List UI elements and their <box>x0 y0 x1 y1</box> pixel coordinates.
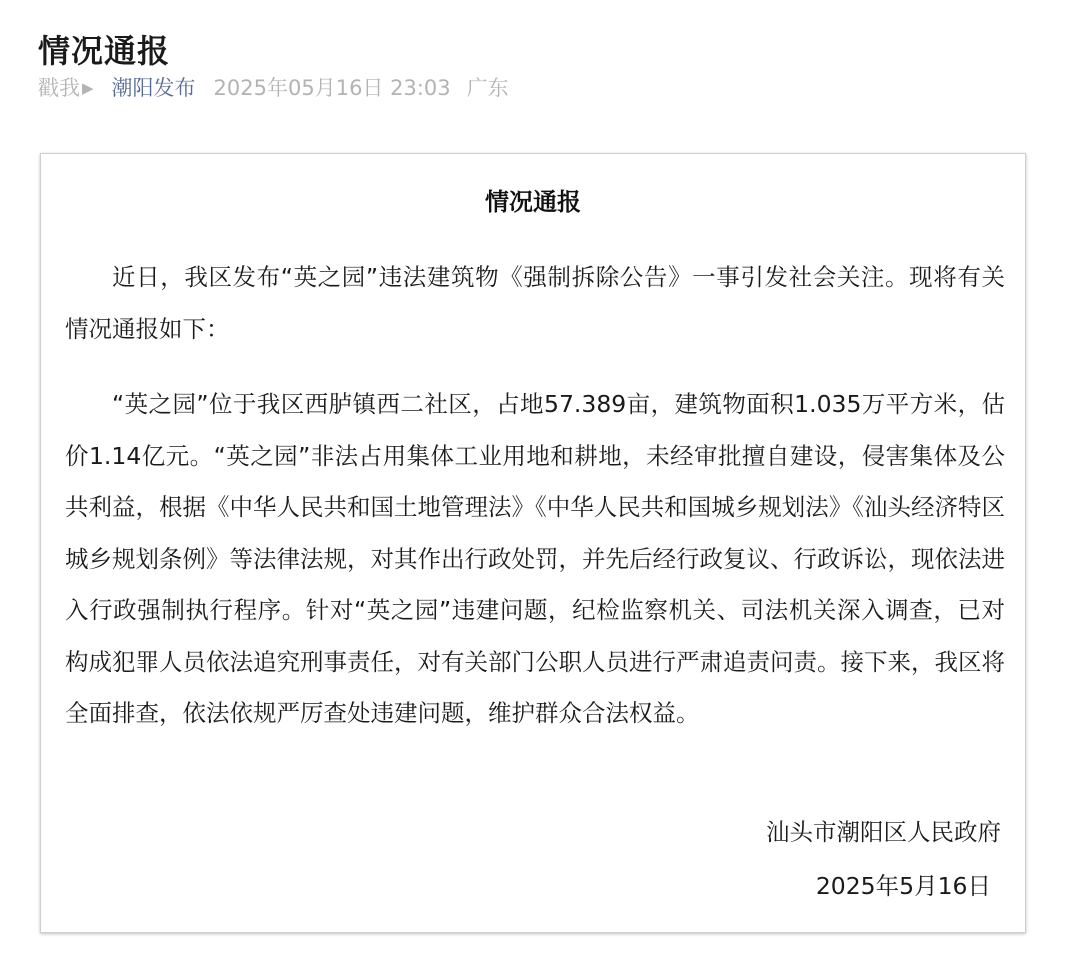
article-meta <box>38 72 509 104</box>
notice-paragraph: “英之园”位于我区西胪镇西二社区，占地57.389亩，建筑物面积1.035万平方米，估价1.14亿元。“英之园”非法占用集体工业用地和耕地，未经审批擅自建设，侵害集体及公共利益，根据《中华人民共和国土地管理法》《中华人民共和国城乡规划法》《汕头经济特区城乡规划条例》等法律法规，对其作出行政处罚，并先后经行政复议、行政诉讼，现依法进入行政强制执行程序。针对“英之园”违建问题，纪检监察机关、司法机关深入调查，已对构成犯罪人员依法追究刑事责任，对有关部门公职人员进行严肃追责问责。接下来，我区将全面排查，依法依规严厉查处违建问题，维护群众合法权益。 <box>65 390 1005 727</box>
notice-image[interactable] <box>40 153 1026 933</box>
notice-paragraph: 近日，我区发布“英之园”违法建筑物《强制拆除公告》一事引发社会关注。现将有关情况通报如下： <box>65 263 1005 343</box>
account-name-link[interactable]: 潮阳发布 <box>111 76 196 100</box>
notice-heading: 情况通报 <box>485 188 581 216</box>
tag-link[interactable]: 戳我 <box>38 76 80 100</box>
notice-signature: 汕头市潮阳区人民政府 <box>766 818 1001 846</box>
publish-location: 广东 <box>466 76 509 100</box>
play-triangle-icon[interactable]: ▶ <box>82 79 94 97</box>
publish-time: 2025年05月16日 23:03 <box>213 76 451 100</box>
article-title: 情况通报 <box>38 32 171 71</box>
notice-date: 2025年5月16日 <box>815 872 991 900</box>
